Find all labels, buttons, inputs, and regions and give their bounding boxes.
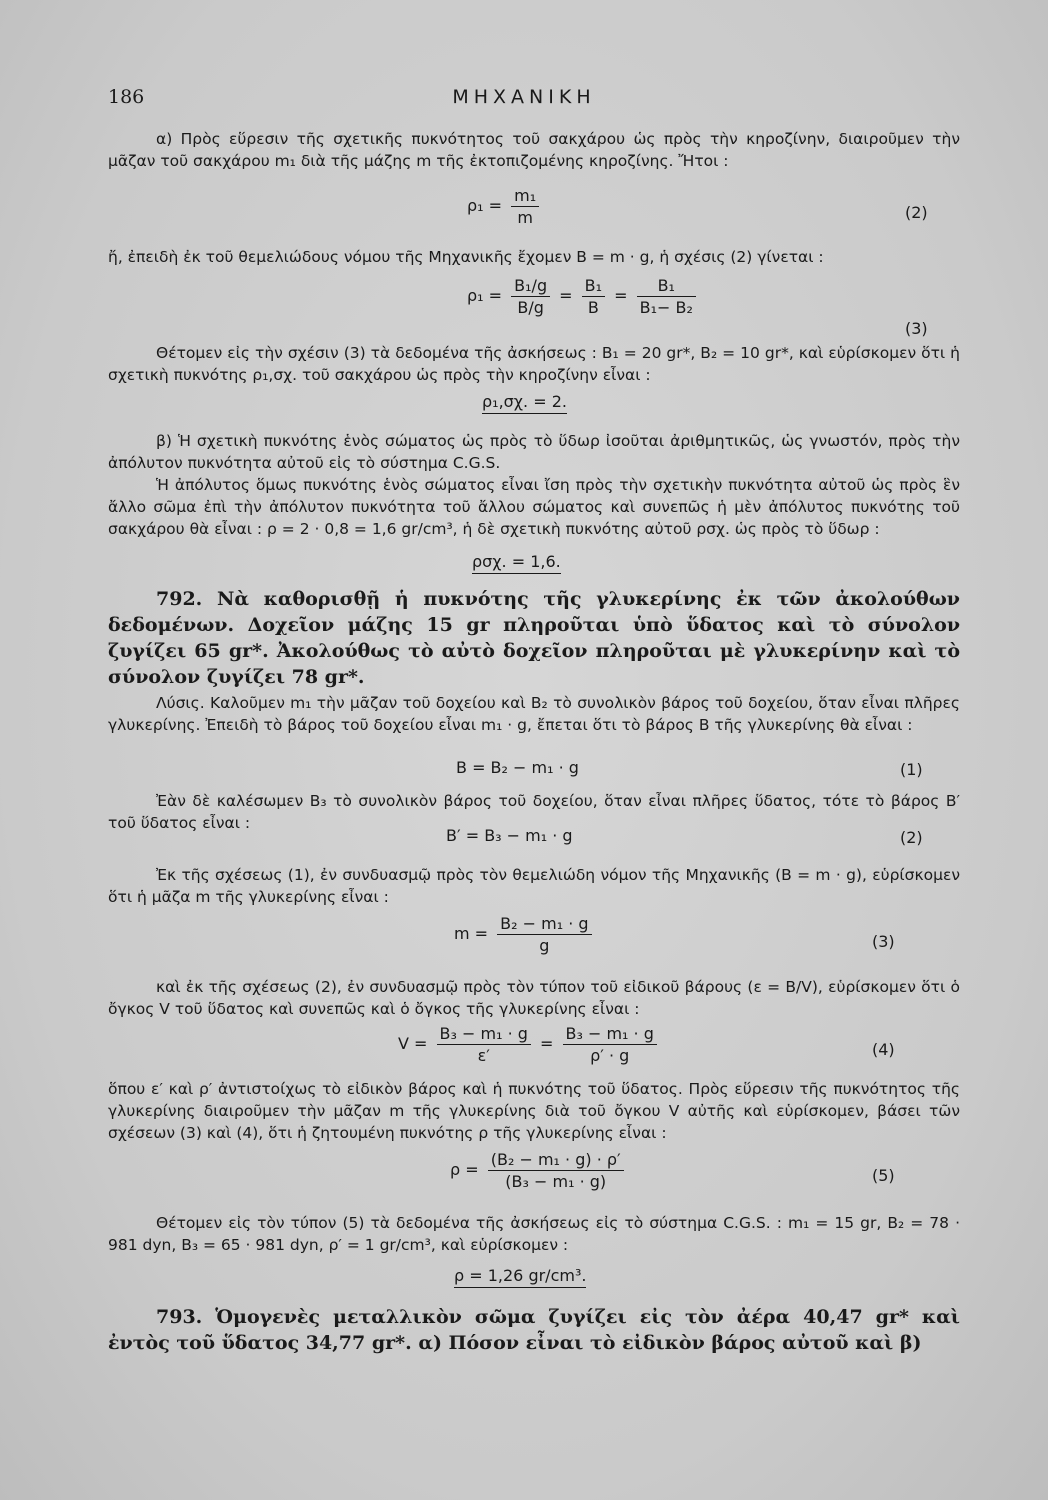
equation-e5 [450, 1150, 628, 1191]
eq3-f2-num: B₁ [582, 276, 605, 297]
e4-f2-den: ρ′ · g [590, 1046, 630, 1065]
eq2-label: (2) [905, 203, 928, 222]
result-3 [454, 1266, 586, 1285]
paragraph-water: Ἐὰν δὲ καλέσωμεν B₃ τὸ συνολικὸν βάρος τοῦ δοχείου, ὅταν εἶναι πλῆρες ὕδατος, τότε τὸ βάρος B′ τοῦ ὕδατος εἶναι : [108, 792, 960, 832]
equation-e1: B = B₂ − m₁ · g [456, 758, 579, 777]
e5-num: (B₂ − m₁ · g) · ρ′ [488, 1150, 624, 1171]
paragraph-substitute: Θέτομεν εἰς τὴν σχέσιν (3) τὰ δεδομένα τῆς ἀσκήσεως : B₁ = 20 gr*, B₂ = 10 gr*, καὶ εὑρίσκομεν ὅτι ἡ σχετικὴ πυκνότης ρ₁,σχ. τοῦ σακχάρου ὡς πρὸς τὴν κηροζίνην εἶναι : [108, 344, 960, 384]
e5-label: (5) [872, 1166, 895, 1185]
page-number: 186 [108, 86, 145, 108]
result-1 [482, 392, 567, 411]
e4-f1-den: ε′ [477, 1046, 490, 1065]
problem-792: 792. Νὰ καθορισθῇ ἡ πυκνότης τῆς γλυκερίνης ἐκ τῶν ἀκολούθων δεδομένων. Δοχεῖον μάζης 15 gr πληροῦται ὑπὸ ὕδατος καὶ τὸ σύνολον ζυγίζει 65 gr*. Ἀκολούθως τὸ αὐτὸ δοχεῖον πληροῦται μὲ γλυκερίνην καὶ τὸ σύνολον ζυγίζει 78 gr*. [108, 588, 960, 688]
paragraph-mass: Ἐκ τῆς σχέσεως (1), ἐν συνδυασμῷ πρὸς τὸν θεμελιώδη νόμον τῆς Μηχανικῆς (B = m · g), εὑρίσκομεν ὅτι ἡ μᾶζα m τῆς γλυκερίνης εἶναι : [108, 866, 960, 906]
result-3-text: ρ = 1,26 gr/cm³. [454, 1266, 586, 1288]
e5-den: (B₃ − m₁ · g) [505, 1172, 607, 1191]
equation-e2: B′ = B₃ − m₁ · g [446, 826, 573, 845]
e3-den: g [539, 936, 550, 955]
e4-f2-num: B₃ − m₁ · g [563, 1024, 657, 1045]
result-1-text: ρ₁,σχ. = 2. [482, 392, 567, 414]
eq3-f3-den: B₁− B₂ [639, 298, 693, 317]
paragraph-volume: καὶ ἐκ τῆς σχέσεως (2), ἐν συνδυασμῷ πρὸς τὸν τύπον τοῦ εἰδικοῦ βάρους (ε = B/V), εὑρίσκομεν ὅτι ὁ ὄγκος V τοῦ ὕδατος καὶ συνεπῶς καὶ ὁ ὄγκος τῆς γλυκερίνης εἶναι : [108, 978, 960, 1018]
paragraph-since: ἤ, ἐπειδὴ ἐκ τοῦ θεμελιώδους νόμου τῆς Μηχανικῆς ἔχομεν B = m · g, ἡ σχέσις (2) γίνεται : [108, 248, 824, 266]
eq2-den: m [517, 208, 533, 227]
eq3-f2-den: B [587, 298, 599, 317]
eq2-lhs: ρ₁ = [467, 196, 503, 215]
paragraph-absolute-density: Ἡ ἀπόλυτος ὅμως πυκνότης ἑνὸς σώματος εἶναι ἴση πρὸς τὴν σχετικὴν πυκνότητα αὐτοῦ ὡς πρὸς ἓν ἄλλο σῶμα ἐπὶ τὴν ἀπόλυτον πυκνότητα τοῦ ἄλλου σώματος καὶ συνεπῶς ἡ μὲν ἀπόλυτος πυκνότης τοῦ σακχάρου θὰ εἶναι : ρ = 2 · 0,8 = 1,6 gr/cm³, ἡ δὲ σχετικὴ πυκνότης αὐτοῦ ρσχ. ὡς πρὸς τὸ ὕδωρ : [108, 476, 960, 538]
e4-lhs: V = [398, 1034, 428, 1053]
e3-num: B₂ − m₁ · g [497, 914, 591, 935]
equation-2 [467, 186, 543, 227]
equation-3: ρ₁ = $\frac{\text{B₁/g}}{B/g}$ = $\frac{\text{B₁}}{B}$ = $\frac{\text{B₁}}{\text{B₁− B₂}}$ [467, 276, 700, 317]
e1-label: (1) [900, 760, 923, 779]
solution-paragraph: Λύσις. Καλοῦμεν m₁ τὴν μᾶζαν τοῦ δοχείου καὶ B₂ τὸ συνολικὸν βάρος τοῦ δοχείου, ὅταν εἶναι πλῆρες γλυκερίνης. Ἐπειδὴ τὸ βάρος τοῦ δοχείου εἶναι m₁ · g, ἔπεται ὅτι τὸ βάρος B τῆς γλυκερίνης θὰ εἶναι : [108, 694, 960, 734]
e4-f1-num: B₃ − m₁ · g [437, 1024, 531, 1045]
eq3-label: (3) [905, 319, 928, 338]
eq3-f1-den: B/g [517, 298, 544, 317]
running-title: ΜΗΧΑΝΙΚΗ [452, 86, 596, 108]
eq3-f3-num: B₁ [637, 276, 696, 297]
result-2-text: ρσχ. = 1,6. [472, 552, 561, 574]
paragraph-where: ὅπου ε′ καὶ ρ′ ἀντιστοίχως τὸ εἰδικὸν βάρος καὶ ἡ πυκνότης τοῦ ὕδατος. Πρὸς εὕρεσιν τῆς πυκνότητος τῆς γλυκερίνης διαιροῦμεν τὴν μᾶζαν m τῆς γλυκερίνης διὰ τοῦ ὄγκου V αὐτῆς καὶ εὑρίσκομεν, βάσει τῶν σχέσεων (3) καὶ (4), ὅτι ἡ ζητουμένη πυκνότης ρ τῆς γλυκερίνης εἶναι : [108, 1080, 960, 1142]
equation-e3 [454, 914, 596, 955]
eq3-lhs: ρ₁ = [467, 286, 503, 305]
e3-lhs: m = [454, 924, 489, 943]
problem-793: 793. Ὁμογενὲς μεταλλικὸν σῶμα ζυγίζει εἰς τὸν ἀέρα 40,47 gr* καὶ ἐντὸς τοῦ ὕδατος 34,77 gr*. α) Πόσον εἶναι τὸ εἰδικὸν βάρος αὐτοῦ καὶ β) [108, 1306, 960, 1354]
eq3-f1-num: B₁/g [511, 276, 550, 297]
paragraph-substitute-cgs: Θέτομεν εἰς τὸν τύπον (5) τὰ δεδομένα τῆς ἀσκήσεως εἰς τὸ σύστημα C.G.S. : m₁ = 15 gr, B₂ = 78 · 981 dyn, B₃ = 65 · 981 dyn, ρ′ = 1 gr/cm³, καὶ εὑρίσκομεν : [108, 1214, 960, 1254]
e4-label: (4) [872, 1040, 895, 1059]
e5-lhs: ρ = [450, 1160, 479, 1179]
result-2 [472, 552, 561, 571]
paragraph-a: α) Πρὸς εὕρεσιν τῆς σχετικῆς πυκνότητος τοῦ σακχάρου ὡς πρὸς τὴν κηροζίνην, διαιροῦμεν τὴν μᾶζαν τοῦ σακχάρου m₁ διὰ τῆς μάζης m τῆς ἐκτοπιζομένης κηροζίνης. Ἤτοι : [108, 130, 960, 170]
equation-e4: V = $\frac{\text{B₃ − m₁ · g}}{\varepsilon'}$ = $\frac{\text{B₃ − m₁ · g}}{\rho' \cdot g}$ [398, 1024, 661, 1065]
e3-label: (3) [872, 932, 895, 951]
e2-label: (2) [900, 828, 923, 847]
eq2-num: m₁ [511, 186, 539, 207]
paragraph-b: β) Ἡ σχετικὴ πυκνότης ἑνὸς σώματος ὡς πρὸς τὸ ὕδωρ ἰσοῦται ἀριθμητικῶς, ὡς γνωστόν, πρὸς τὴν ἀπόλυτον πυκνότητα αὐτοῦ εἰς τὸ σύστημα C.G.S. [108, 432, 960, 472]
